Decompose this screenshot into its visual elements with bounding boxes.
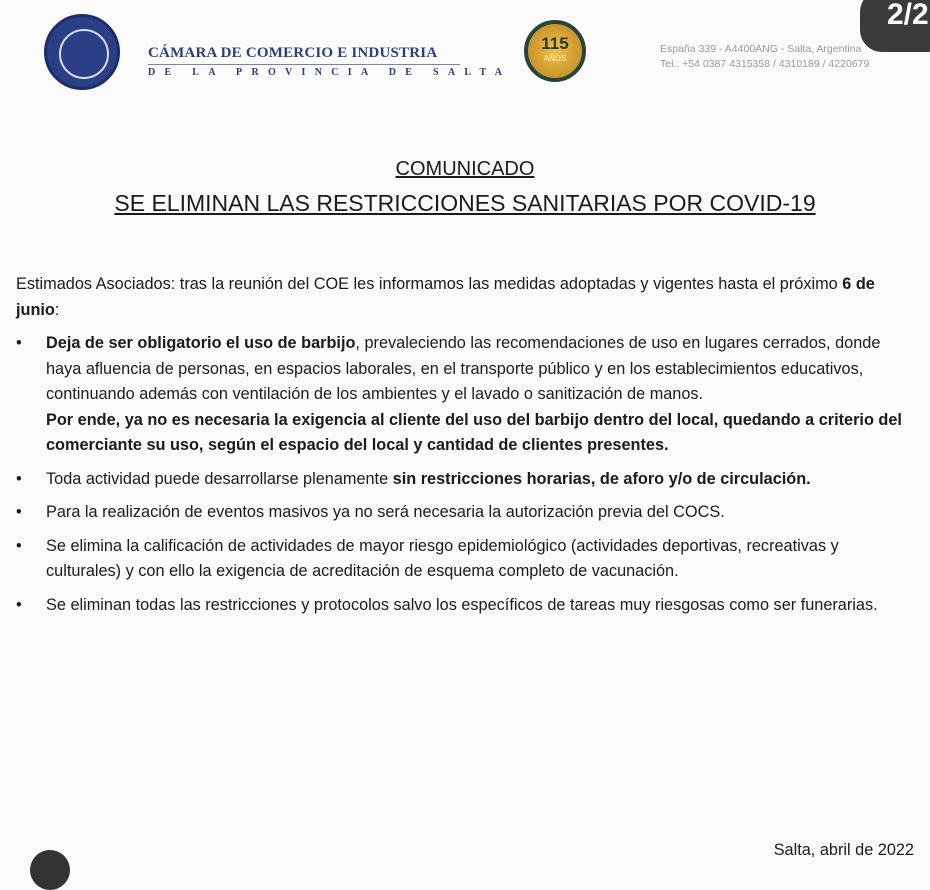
list-item: • Deja de ser obligatorio el uso de barbijo, prevaleciendo las recomendaciones de uso en lugares cerrados, donde haya afluencia de personas, en espacios laborales, en el transporte público y en los establecimientos educativos, continuando además con ventilación de los ambientes y el lavado o sanitización de manos. Por ende, ya no es necesaria la exigencia al cliente del uso del barbijo dentro del local, quedando a criterio del comerciante su uso, según el espacio del local y cantidad de clientes presentes. xyxy=(16,331,916,459)
list-item: • Se elimina la calificación de actividades de mayor riesgo epidemiológico (actividades deportivas, recreativas y culturales) y con ello la exigencia de acreditación de esquema completo de vacunación. xyxy=(16,534,916,585)
phone: Tel.: +54 0387 4315358 / 4310189 / 4220679 xyxy=(660,58,870,70)
divider xyxy=(148,64,460,65)
bullet-icon: • xyxy=(16,334,22,352)
chamber-seal-logo xyxy=(44,14,120,90)
doc-body xyxy=(16,272,916,626)
list-item: • Se eliminan todas las restricciones y protocolos salvo los específicos de tareas muy riesgosas como ser funerarias. xyxy=(16,593,916,619)
org-name: CÁMARA DE COMERCIO E INDUSTRIA xyxy=(148,45,438,61)
list-item: • Toda actividad puede desarrollarse plenamente sin restricciones horarias, de aforo y/o de circulación. xyxy=(16,467,916,493)
page-indicator: 2/2 xyxy=(860,0,930,52)
bullet-icon: • xyxy=(16,536,22,555)
doc-title: COMUNICADO xyxy=(395,158,535,180)
signature-date: Salta, abril de 2022 xyxy=(773,841,914,859)
anniversary-badge xyxy=(524,20,586,82)
doc-subtitle: SE ELIMINAN LAS RESTRICCIONES SANITARIAS POR COVID-19 xyxy=(114,190,816,216)
intro-paragraph: Estimados Asociados: tras la reunión del COE les informamos las medidas adoptadas y vigentes hasta el próximo 6 de junio: xyxy=(16,275,875,319)
overlay-button-icon[interactable] xyxy=(30,850,70,890)
bullet-icon: • xyxy=(16,595,22,614)
bullet-icon: • xyxy=(16,503,22,521)
address: España 339 - A4400ANG - Salta, Argentina xyxy=(660,43,862,55)
letterhead xyxy=(0,0,930,125)
badge-label: AÑOS xyxy=(543,54,567,63)
badge-number: 115 xyxy=(541,34,569,53)
org-province: DE LA PROVINCIA DE SALTA xyxy=(148,67,512,78)
contact-info xyxy=(660,42,869,72)
list-item: • Para la realización de eventos masivos ya no será necesaria la autorización previa del COCS. xyxy=(16,500,916,526)
bullet-icon: • xyxy=(16,469,22,488)
